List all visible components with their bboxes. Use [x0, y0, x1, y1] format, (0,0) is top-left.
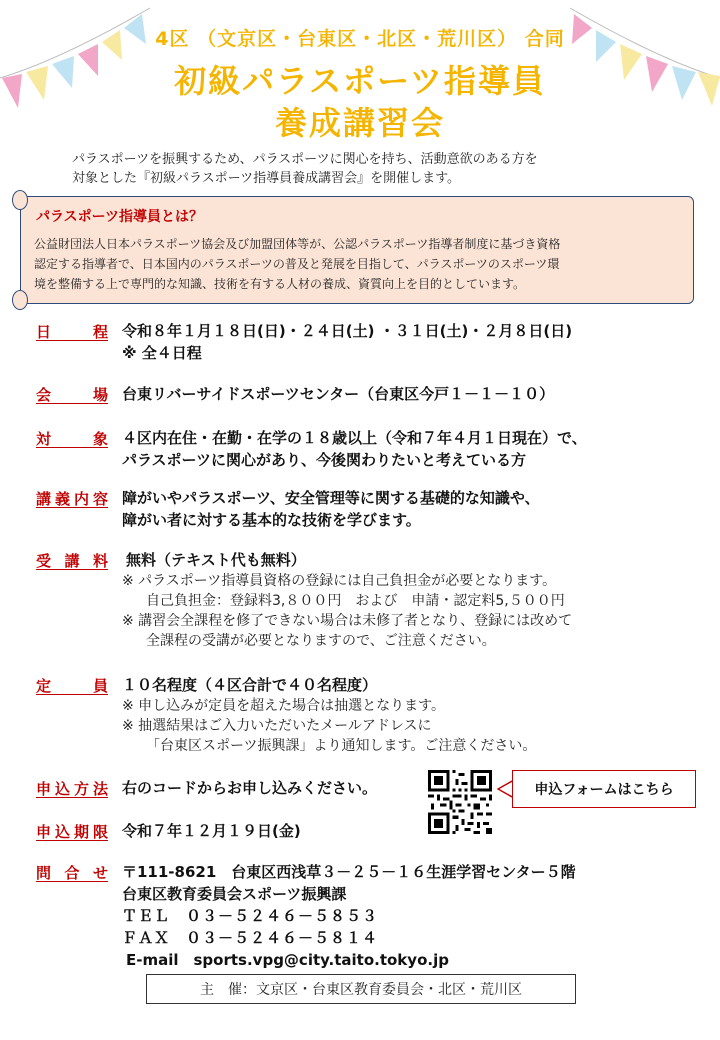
fee-value: 無料（テキスト代も無料） — [126, 551, 306, 569]
header-subtitle: 4区 （文京区・台東区・北区・荒川区） 合同 — [155, 28, 565, 50]
content-label: 講義内容 — [36, 490, 108, 508]
intro-text — [72, 150, 672, 188]
scroll-curl-bottom-decoration — [12, 290, 28, 310]
deadline-label: 申込期限 — [36, 823, 108, 841]
contact-label: 問合せ — [36, 864, 108, 882]
page-title-line2: 養成講習会 — [274, 104, 445, 142]
contact-tel: ＴＥＬ ０３－５２４６－５８５３ — [122, 907, 379, 925]
venue-label: 会場 — [36, 386, 108, 404]
capacity-note1: ※ 申し込みが定員を超えた場合は抽選となります。 — [122, 698, 446, 714]
capacity-value: １０名程度（４区合計で４０名程度） — [122, 676, 378, 694]
about-title: パラスポーツ指導員とは？ — [36, 209, 204, 225]
about-line3: 境を整備する上で専門的な知識、技術を有する人材の養成、資質向上を目的としています。 — [34, 277, 526, 291]
capacity-note3: 「台東区スポーツ振興課」より通知します。ご注意ください。 — [146, 738, 537, 754]
schedule-note: ※ 全４日程 — [122, 344, 202, 362]
organizers-box: 主 催：文京区・台東区教育委員会・北区・荒川区 — [146, 974, 576, 1004]
about-body — [34, 234, 684, 294]
apply-value: 右のコードからお申し込みください。 — [122, 779, 378, 797]
target-label: 対象 — [36, 430, 108, 448]
schedule-value: 令和８年１月１８日(日)・２４日(土) ・３１日(土)・２月８日(日) — [122, 322, 573, 340]
apply-form-callout: 申込フォームはこちら — [512, 770, 696, 808]
target-line1: ４区内在住・在勤・在学の１８歳以上（令和７年４月１日現在）で、 — [122, 429, 587, 447]
fee-label: 受講料 — [36, 552, 108, 570]
contact-address: 〒111-8621 台東区西浅草３－２５－１６生涯学習センター５階 — [122, 863, 576, 881]
content-line1: 障がいやパラスポーツ、安全管理等に関する基礎的な知識や、 — [122, 489, 540, 507]
target-line2: パラスポーツに関心があり、今後関わりたいと考えている方 — [122, 451, 526, 469]
intro-line2: 対象とした『初級パラスポーツ指導員養成講習会』を開催します。 — [72, 171, 461, 186]
deadline-value: 令和７年１２月１９日(金) — [122, 822, 301, 840]
content-line2: 障がい者に対する基本的な技術を学びます。 — [122, 511, 421, 529]
fee-note1: ※ パラスポーツ指導員資格の登録には自己負担金が必要となります。 — [122, 573, 557, 589]
fee-note3: ※ 講習会全課程を修了できない場合は未修了者となり、登録には改めて — [122, 613, 573, 629]
fee-note2: 自己負担金：登録料3,８００円 および 申請・認定料5,５００円 — [146, 593, 565, 609]
intro-line1: パラスポーツを振興するため、パラスポーツに関心を持ち、活動意欲のある方を — [72, 152, 538, 167]
contact-fax: ＦＡＸ ０３－５２４６－５８１４ — [122, 929, 379, 947]
capacity-note2: ※ 抽選結果はご入力いただいたメールアドレスに — [122, 718, 432, 734]
capacity-label: 定員 — [36, 677, 108, 695]
contact-email[interactable]: E-mail sports.vpg@city.taito.tokyo.jp — [126, 951, 449, 969]
about-line2: 認定する指導者で、日本国内のパラスポーツの普及と発展を目指して、パラスポーツのスポーツ環 — [34, 257, 560, 271]
qr-code-icon[interactable] — [428, 770, 492, 834]
venue-value: 台東リバーサイドスポーツセンター（台東区今戸１－１－１０） — [122, 385, 555, 403]
page-title-line1: 初級パラスポーツ指導員 — [174, 62, 546, 100]
scroll-curl-top-decoration — [12, 190, 28, 210]
fee-note4: 全課程の受講が必要となりますので、ご注意ください。 — [146, 633, 496, 649]
apply-label: 申込方法 — [36, 780, 108, 798]
contact-department: 台東区教育委員会スポーツ振興課 — [122, 885, 347, 903]
about-line1: 公益財団法人日本パラスポーツ協会及び加盟団体等が、公認パラスポーツ指導者制度に基づき資格 — [34, 237, 561, 251]
schedule-label: 日程 — [36, 323, 108, 341]
